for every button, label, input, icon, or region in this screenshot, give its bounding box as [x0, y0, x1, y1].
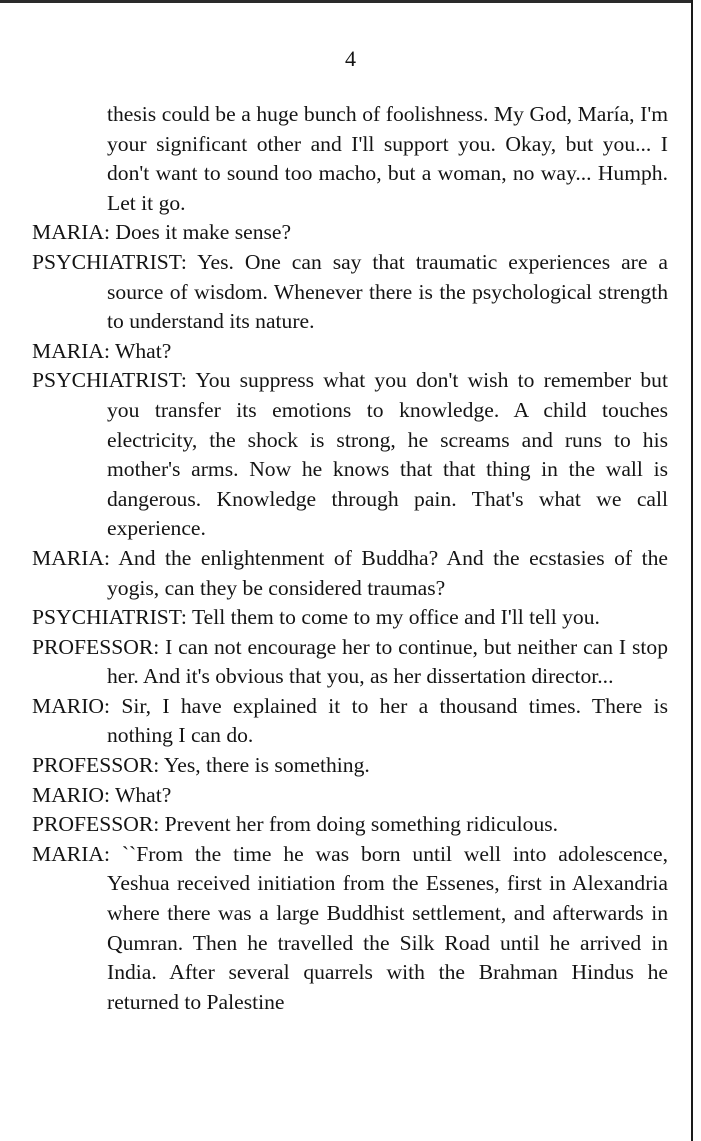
- dialogue-line: [32, 337, 668, 367]
- dialogue-line: [32, 751, 668, 781]
- dialogue-text: Does it make sense?: [115, 220, 292, 245]
- dialogue-line: [32, 544, 668, 603]
- dialogue-line: [32, 248, 668, 337]
- dialogue-text: I can not encourage her to continue, but neither can I stop her. And it's obvious that you, as her dissertation director...: [107, 634, 668, 689]
- speaker-name: MARIA:: [32, 545, 110, 570]
- page-number: 4: [345, 46, 356, 71]
- dialogue-text: Sir, I have explained it to her a thousand times. There is nothing I can do.: [107, 693, 668, 748]
- speaker-name: PSYCHIATRIST:: [32, 249, 187, 274]
- speaker-name: MARIA:: [32, 841, 110, 866]
- dialogue-line: [32, 366, 668, 544]
- play-text: [32, 100, 668, 1017]
- dialogue-text: Yes, there is something.: [163, 753, 370, 778]
- speaker-name: MARIA:: [32, 338, 110, 363]
- speaker-name: PROFESSOR:: [32, 753, 160, 778]
- continuation-paragraph: thesis could be a huge bunch of foolishness. My God, María, I'm your significant other and I'll support you. Okay, but you... I don't want to sound too macho, but a woman, no way... Humph. Let it go.: [107, 102, 668, 215]
- dialogue-line: [32, 633, 668, 692]
- speaker-name: MARIA:: [32, 220, 110, 245]
- dialogue-text: You suppress what you don't wish to remember but you transfer its emotions to knowledge. A child touches electricity, the shock is strong, he screams and runs to his mother's arms. Now he knows that that thing in the wall is dangerous. Knowledge through pain. That's what we call experience.: [107, 368, 668, 541]
- dialogue-text: What?: [115, 338, 172, 363]
- speaker-name: MARIO:: [32, 782, 110, 807]
- speaker-name: PROFESSOR:: [32, 812, 160, 837]
- dialogue-line: [32, 840, 668, 1018]
- dialogue-text: Tell them to come to my office and I'll tell you.: [191, 605, 600, 630]
- dialogue-line: [32, 810, 668, 840]
- speaker-name: PSYCHIATRIST:: [32, 368, 187, 393]
- speaker-name: MARIO:: [32, 693, 110, 718]
- dialogue-text: And the enlightenment of Buddha? And the ecstasies of the yogis, can they be considered traumas?: [107, 545, 668, 600]
- dialogue-line: [32, 218, 668, 248]
- dialogue-line: [32, 781, 668, 811]
- dialogue-line: [32, 692, 668, 751]
- dialogue-text: Prevent her from doing something ridiculous.: [164, 812, 559, 837]
- speaker-name: PROFESSOR:: [32, 634, 160, 659]
- dialogue-line: [32, 603, 668, 633]
- dialogue-text: ``From the time he was born until well into adolescence, Yeshua received initiation from the Essenes, first in Alexandria where there was a large Buddhist settlement, and afterwards in Qumran. Then he travelled the Silk Road until he arrived in India. After several quarrels with the Brahman Hindus he returned to Palestine: [107, 841, 668, 1014]
- speaker-name: PSYCHIATRIST:: [32, 605, 187, 630]
- dialogue-text: What?: [115, 782, 172, 807]
- dialogue-text: Yes. One can say that traumatic experiences are a source of wisdom. Whenever there is the psychological strength to understand its nature.: [107, 249, 668, 334]
